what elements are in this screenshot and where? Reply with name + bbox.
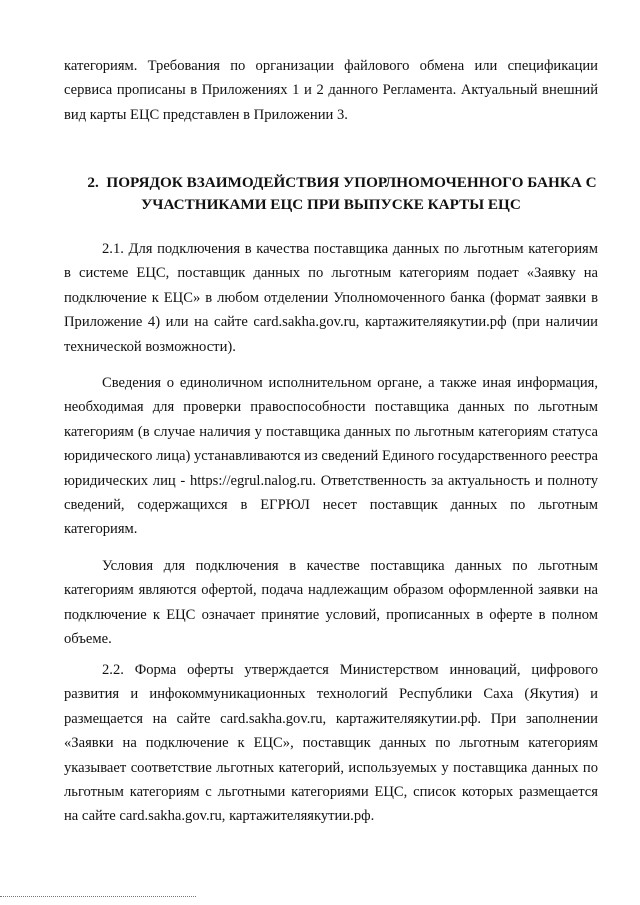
section-heading-line-1 xyxy=(64,172,598,194)
section-title-part-1: ПОРЯДОК ВЗАИМОДЕЙСТВИЯ УПОРЛНОМОЧЕННОГО БАНКА С xyxy=(106,174,597,191)
paragraph-egrul-info: Сведения о единоличном исполнительном органе, а также иная информация, необходимая для проверки правоспособности поставщика данных по льготным категориям (в случае наличия у поставщика данных по льготным категориям статуса юридического лица) устанавливаются из сведений Единого государственного реестра юридических лиц - https://egrul.nalog.ru. Ответственность за актуальность и полноту сведений, содержащихся в ЕГРЮЛ несет поставщик данных по льготным категориям. xyxy=(64,375,598,538)
section-heading xyxy=(64,172,598,216)
paragraph-2-2: 2.2. Форма оферты утверждается Министерством инноваций, цифрового развития и инфокоммуникационных технологий Республики Саха (Якутия) и размещается на сайте card.sakha.gov.ru, картажителяякутии.рф. При заполнении «Заявки на подключение к ЕЦС», поставщик данных по льготным категориям указывает соответствие льготных категорий, используемых у поставщика данных по льготным категориям с льготными категориями ЕЦС, список которых размещается на сайте card.sakha.gov.ru, картажителяякутии.рф. xyxy=(64,662,598,825)
section-heading-line-2 xyxy=(64,194,598,216)
footnote-rule xyxy=(0,896,196,897)
section-title-part-2: УЧАСТНИКАМИ ЕЦС ПРИ ВЫПУСКЕ КАРТЫ ЕЦС xyxy=(141,196,521,213)
intro-paragraph: категориям. Требования по организации файлового обмена или спецификации сервиса прописаны в Приложениях 1 и 2 данного Регламента. Актуальный внешний вид карты ЕЦС представлен в Приложении 3. xyxy=(64,58,598,123)
section-number: 2. xyxy=(87,174,99,191)
paragraph-2-1: 2.1. Для подключения в качества поставщика данных по льготным категориям в системе ЕЦС, поставщик данных по льготным категориям подает «Заявку на подключение к ЕЦС» в любом отделении Уполномоченного банка (формат заявки в Приложение 4) или на сайте card.sakha.gov.ru, картажителяякутии.рф (при наличии технической возможности). xyxy=(64,241,598,355)
paragraph-offer-conditions: Условия для подключения в качестве поставщика данных по льготным категориям являются офертой, подача надлежащим образом оформленной заявки на подключение к ЕЦС означает принятие условий, прописанных в оферте в полном объеме. xyxy=(64,558,598,648)
